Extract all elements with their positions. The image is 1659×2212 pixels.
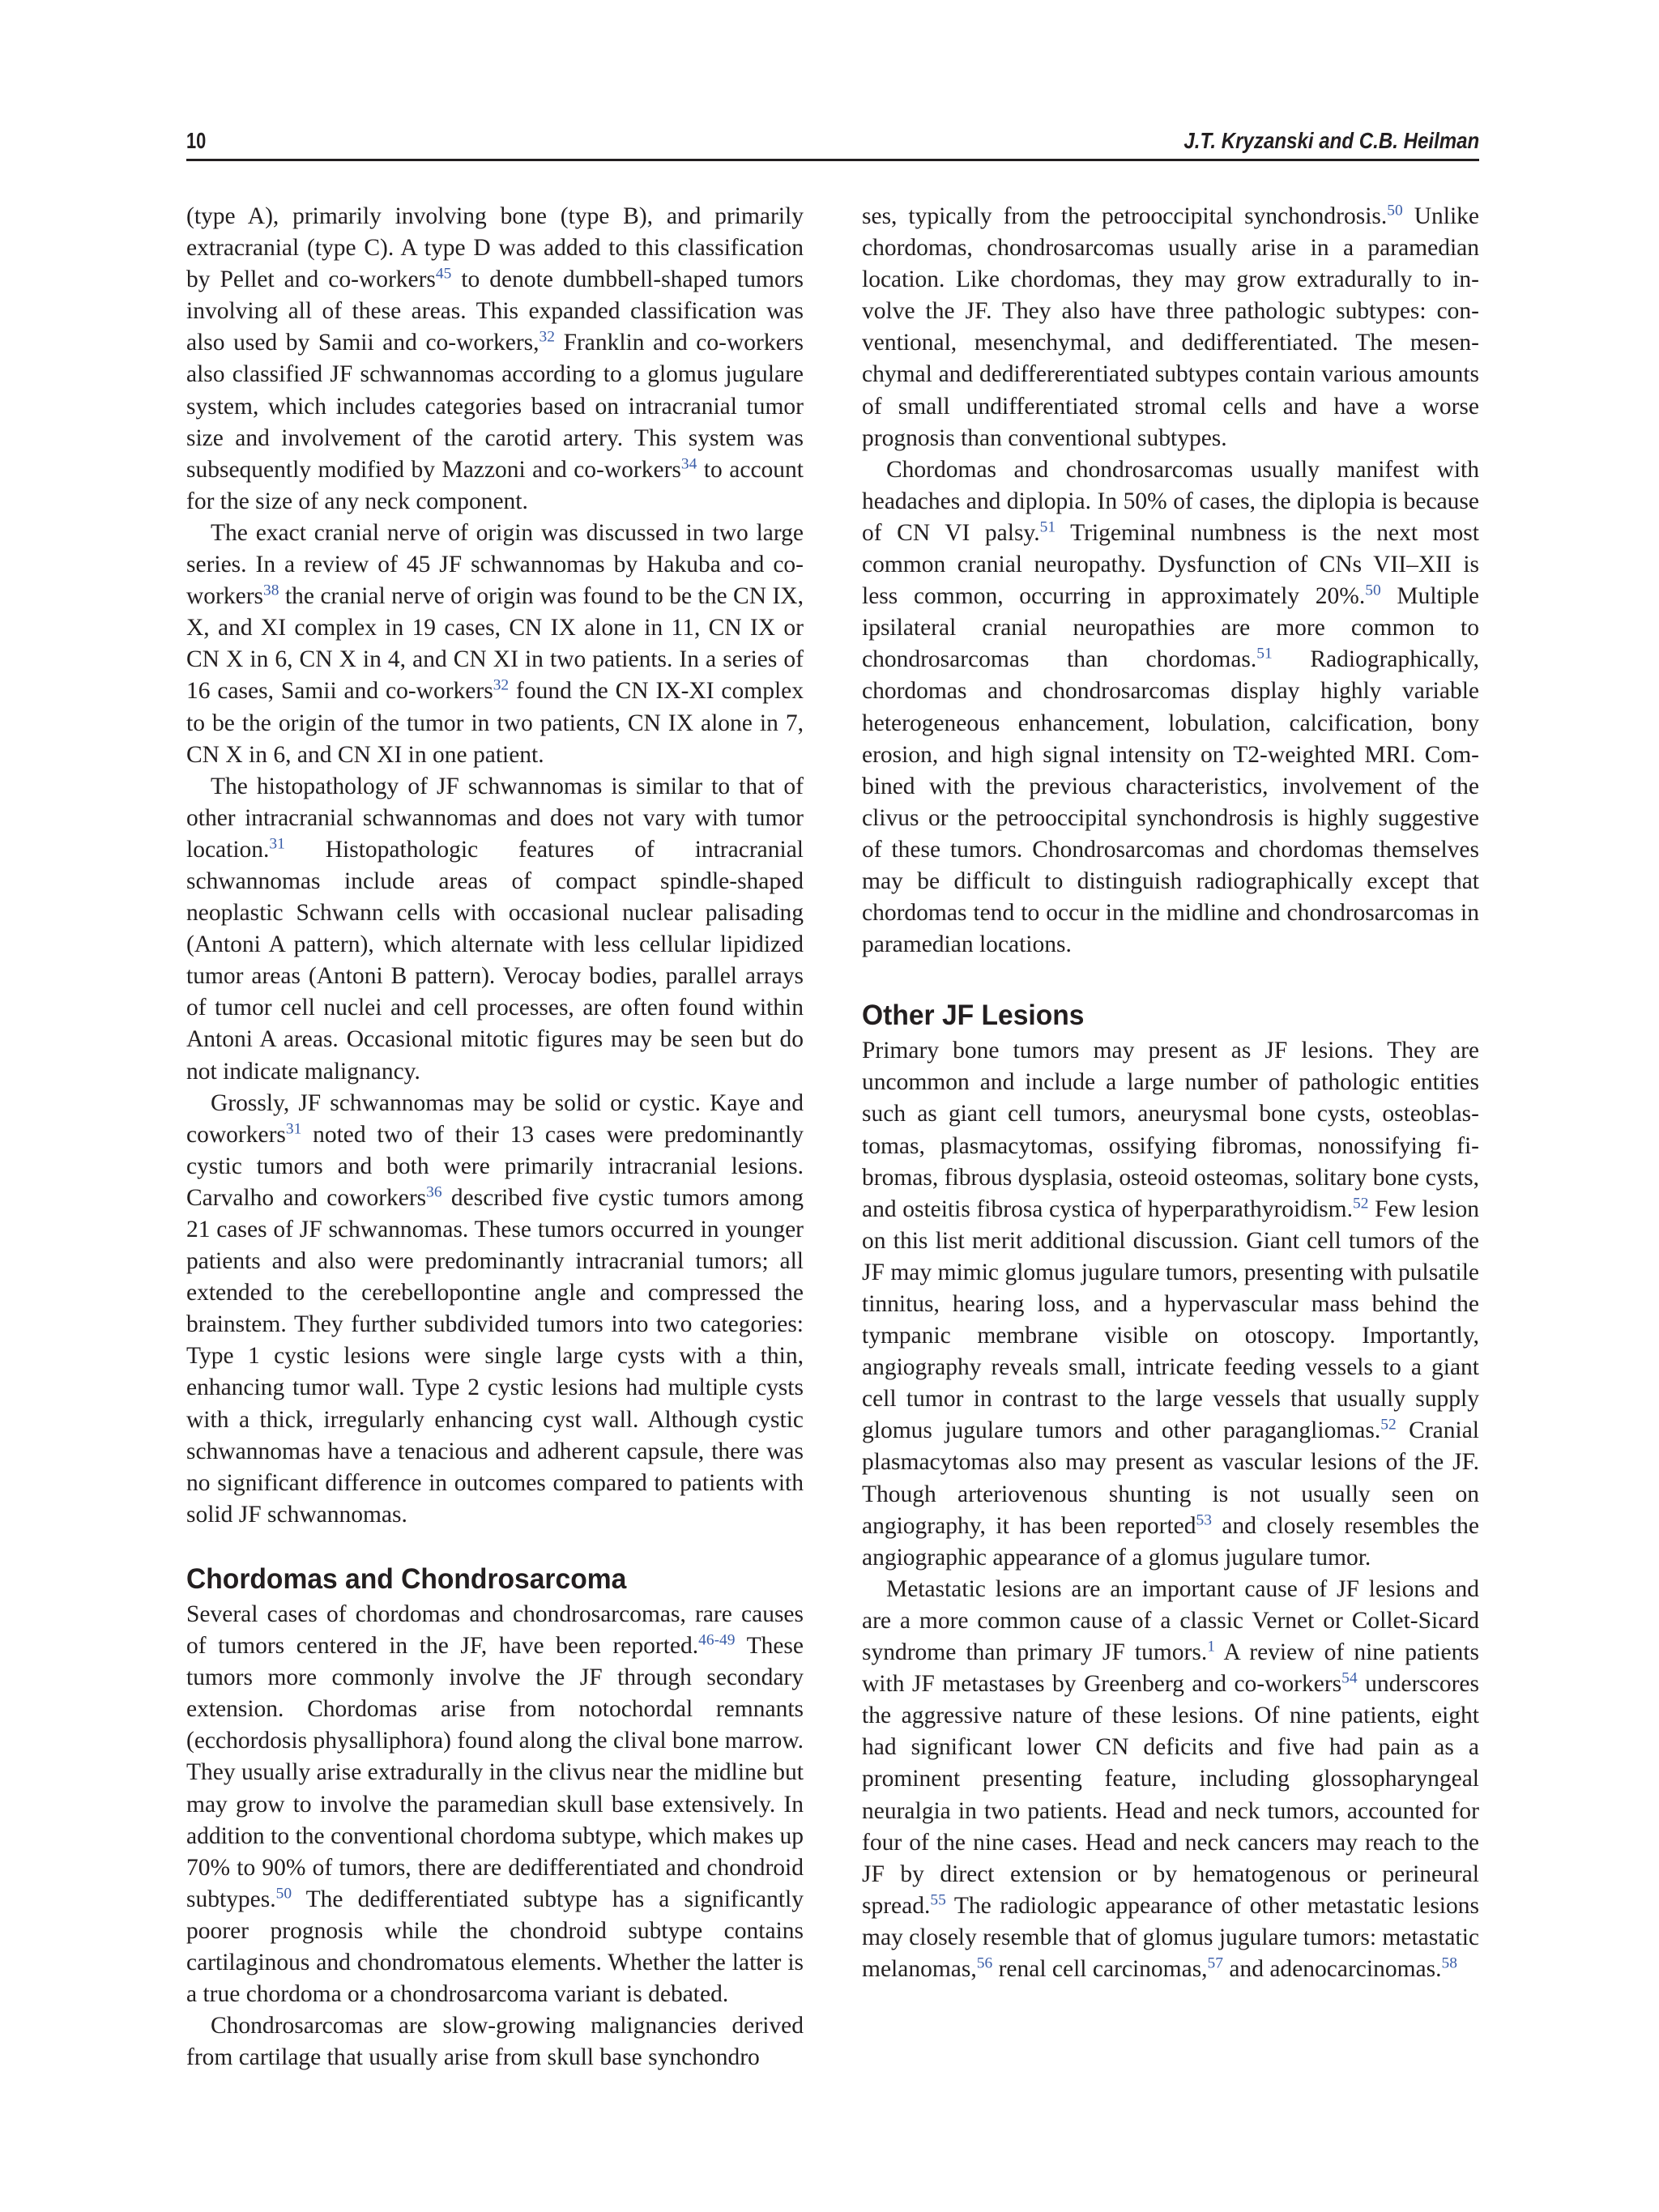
section-heading: Chordomas and Chondrosarcoma <box>186 1562 627 1595</box>
text-run: Histopathologic features of intracranial schwannomas include areas of compact spindle-shaped neoplastic Schwann cells with occasional nuclear palisading (Antoni A pattern), which alternate with less cellular lipidized tumor areas (Antoni B pattern). Verocay bodies, parallel arrays of tumor cell nuclei and cell processes, are often found within Antoni A areas. Occasional mitotic figures may be seen but do not indicate malignancy. <box>186 836 804 1085</box>
page-number: 10 <box>186 128 207 153</box>
citation-ref[interactable]: 52 <box>1380 1416 1397 1434</box>
text-run: underscores the aggressive nature of these lesions. Of nine patients, eight had significant lower CN deficits and five had pain as a prominent presenting feature, including glossopharyngeal neuralgia in two patients. Head and neck tumors, accounted for four of the nine cases. Head and neck cancers may reach to the JF by direct extension or by hematogenous or perineural spread. <box>862 1671 1479 1919</box>
paragraph <box>186 1599 804 2010</box>
text-run: Metastatic lesions are an important cause of JF lesions and are a more common cause of a classic Vernet or Collet-Sicard syndrome than primary JF tumors. <box>862 1575 1479 1666</box>
text-run: ses, typically from the petrooccipital synchondrosis. <box>862 203 1388 229</box>
citation-ref[interactable]: 56 <box>976 1954 993 1972</box>
text-run: The radiologic appearance of other metastatic lesions may closely resemble that of glomus jugulare tumors: metastatic melanomas, <box>862 1892 1479 1982</box>
text-run: Franklin and co-workers also classified JF schwannomas according to a glomus jugulare system, which includes categories based on intracranial tumor size and involvement of the carotid artery. This system was subsequently modified by Mazzoni and co-workers <box>186 330 804 483</box>
text-run: (type A), primarily involving bone (type B), and primarily extracranial (type C). A type D was added to this classification by Pellet and co-workers <box>186 203 804 293</box>
text-run: found the CN IX-XI complex to be the origin of the tumor in two patients, CN IX alone in 7, CN X in 6, and CN XI in one patient. <box>186 678 804 768</box>
section-heading: Other JF Lesions <box>862 999 1085 1032</box>
citation-ref[interactable]: 51 <box>1039 518 1056 536</box>
paragraph <box>186 2010 804 2073</box>
text-run: Few lesion on this list merit additional discussion. Giant cell tumors of the JF may mimic glomus jugulare tumors, presenting with pulsatile tinnitus, hearing loss, and a hypervascular mass behind the tympanic membrane visible on otoscopy. Importantly, angiography reveals small, intricate feeding vessels to a giant cell tumor in contrast to the large vessels that usually supply glomus jugulare tumors and other paragangliomas. <box>862 1196 1479 1444</box>
text-run: Chondrosarcomas are slow-growing malignancies derived from cartilage that usually arise from skull base synchondro <box>186 2013 804 2071</box>
text-run: These tumors more commonly involve the JF through secondary extension. Chordomas arise from notochordal remnants (ecchordosis physalliphora) found along the clival bone marrow. They usually arise extradurally in the clivus near the midline but may grow to involve the paramedian skull base extensively. In addition to the conventional chordoma subtype, which makes up 70% to 90% of tumors, there are dedifferentiated and chondroid subtypes. <box>186 1633 804 1912</box>
citation-ref[interactable]: 36 <box>426 1183 442 1201</box>
text-run: The dedifferentiated subtype has a significantly poorer prognosis while the chondroid subtype contains cartilaginous and chondromatous elements. Whether the latter is a true chordoma or a chondrosarcoma variant is debated. <box>186 1886 804 2008</box>
paragraph <box>186 518 804 771</box>
paragraph <box>862 201 1479 454</box>
citation-ref[interactable]: 57 <box>1207 1954 1223 1972</box>
citation-ref[interactable]: 1 <box>1207 1638 1215 1656</box>
citation-ref[interactable]: 32 <box>539 328 555 346</box>
text-run: Grossly, JF schwannomas may be solid or cystic. Kaye and coworkers <box>186 1089 804 1148</box>
citation-ref[interactable]: 53 <box>1196 1511 1212 1528</box>
running-head: J.T. Kryzanski and C.B. Heilman <box>1183 128 1479 153</box>
citation-ref[interactable]: 34 <box>680 455 697 473</box>
text-run: renal cell carcinomas, <box>992 1955 1208 1982</box>
text-run: The exact cranial nerve of origin was discussed in two large series. In a review of 45 JF schwannomas by Hakuba and co-workers <box>186 519 804 610</box>
paragraph <box>862 1574 1479 1985</box>
paragraph <box>186 771 804 1088</box>
citation-ref[interactable]: 50 <box>1387 202 1403 219</box>
text-run: to account for the size of any neck component. <box>186 456 804 514</box>
text-run: Several cases of chordomas and chondrosarcomas, rare causes of tumors centered in the JF, have been reported. <box>186 1600 804 1660</box>
text-run: Unlike chordomas, chondrosarcomas usually arise in a paramedian location. Like chordomas, they may grow extradurally to involve the JF. They also have three pathologic subtypes: conventional, mesenchymal, and dedifferentiated. The mesenchymal and dediffererentiated subtypes contain various amounts of small undifferentiated stromal cells and have a worse prognosis than conventional subtypes. <box>862 203 1480 451</box>
text-run: described five cystic tumors among 21 cases of JF schwannomas. These tumors occurred in younger patients and also were predominantly intracranial tumors; all extended to the cerebellopontine angle and compressed the brainstem. They further subdivided tumors into two categories: Type 1 cystic lesions were single large cysts with a thin, enhancing tumor wall. Type 2 cystic lesions had multiple cysts with a thick, irregularly enhancing cyst wall. Although cystic schwannomas have a tenacious and adherent capsule, there was no significant difference in outcomes compared to patients with solid JF schwannomas. <box>186 1184 804 1528</box>
right-column <box>862 201 1479 1985</box>
paragraph <box>862 1035 1479 1574</box>
text-run: noted two of their 13 cases were predominantly cystic tumors and both were primarily intracranial lesions. Carvalho and coworkers <box>186 1121 804 1211</box>
text-run: The histopathology of JF schwannomas is similar to that of other intracranial schwannomas and does not vary with tumor location. <box>186 773 804 863</box>
citation-ref[interactable]: 58 <box>1441 1954 1457 1972</box>
text-run: Chordomas and chondrosarcomas usually manifest with headaches and diplopia. In 50% of cases, the diplopia is because of CN VI palsy. <box>862 456 1479 546</box>
citation-ref[interactable]: 31 <box>269 835 285 853</box>
citation-ref[interactable]: 50 <box>275 1885 292 1903</box>
page-header <box>186 126 1479 161</box>
text-run: Multiple ipsilateral cranial neuropathies are more common to chondrosarcomas than chordomas. <box>862 583 1479 673</box>
citation-ref[interactable]: 45 <box>435 265 452 283</box>
citation-ref[interactable]: 55 <box>930 1891 946 1909</box>
paragraph <box>186 1088 804 1531</box>
paragraph <box>186 201 804 518</box>
text-run: Trigeminal numbness is the next most common cranial neuropathy. Dysfunction of CNs VII–XII is less common, occurring in approximately 20%. <box>862 519 1479 610</box>
text-run: and adenocarcinomas. <box>1223 1955 1442 1982</box>
paragraph <box>862 454 1479 961</box>
citation-ref[interactable]: 51 <box>1256 645 1273 663</box>
text-run: Primary bone tumors may present as JF lesions. They are uncommon and include a large number of pathologic entities such as giant cell tumors, aneurysmal bone cysts, osteoblastomas, plasmacytomas, ossifying fibromas, nonossifying fibromas, fibrous dysplasia, osteoid osteomas, solitary bone cysts, and osteitis fibrosa cystica of hyperparathyroidism. <box>862 1038 1479 1222</box>
citation-ref[interactable]: 50 <box>1365 582 1381 599</box>
text-run: A review of nine patients with JF metastases by Greenberg and co-workers <box>862 1639 1479 1698</box>
text-run: to denote dumbbell-shaped tumors involving all of these areas. This expanded classification was also used by Samii and co-workers, <box>186 266 804 356</box>
text-run: Cranial plasmacytomas also may present as vascular lesions of the JF. Though arteriovenous shunting is not usually seen on angiography, it has been reported <box>862 1417 1479 1539</box>
left-column <box>186 201 804 2073</box>
citation-ref[interactable]: 46-49 <box>698 1631 736 1649</box>
citation-ref[interactable]: 32 <box>493 676 510 694</box>
text-run: the cranial nerve of origin was found to be the CN IX, X, and XI complex in 19 cases, CN IX alone in 11, CN IX or CN X in 6, CN X in 4, and CN XI in two patients. In a series of 16 cases, Samii and co-workers <box>186 583 804 705</box>
text-run: Radiographically, chordomas and chondrosarcomas display highly variable heterogeneous enhancement, lobulation, calcification, bony erosion, and high signal intensity on T2-weighted MRI. Combined with the previous characteristics, involvement of the clivus or the petrooccipital synchondrosis is highly suggestive of these tumors. Chondrosarcomas and chordomas themselves may be difficult to distinguish radiographically except that chordomas tend to occur in the midline and chondrosarcomas in paramedian locations. <box>862 646 1479 958</box>
citation-ref[interactable]: 54 <box>1341 1669 1358 1687</box>
citation-ref[interactable]: 52 <box>1352 1195 1369 1213</box>
citation-ref[interactable]: 38 <box>263 582 279 599</box>
text-run: and closely resembles the angiographic appearance of a glomus jugulare tumor. <box>862 1512 1479 1571</box>
citation-ref[interactable]: 31 <box>285 1120 302 1138</box>
